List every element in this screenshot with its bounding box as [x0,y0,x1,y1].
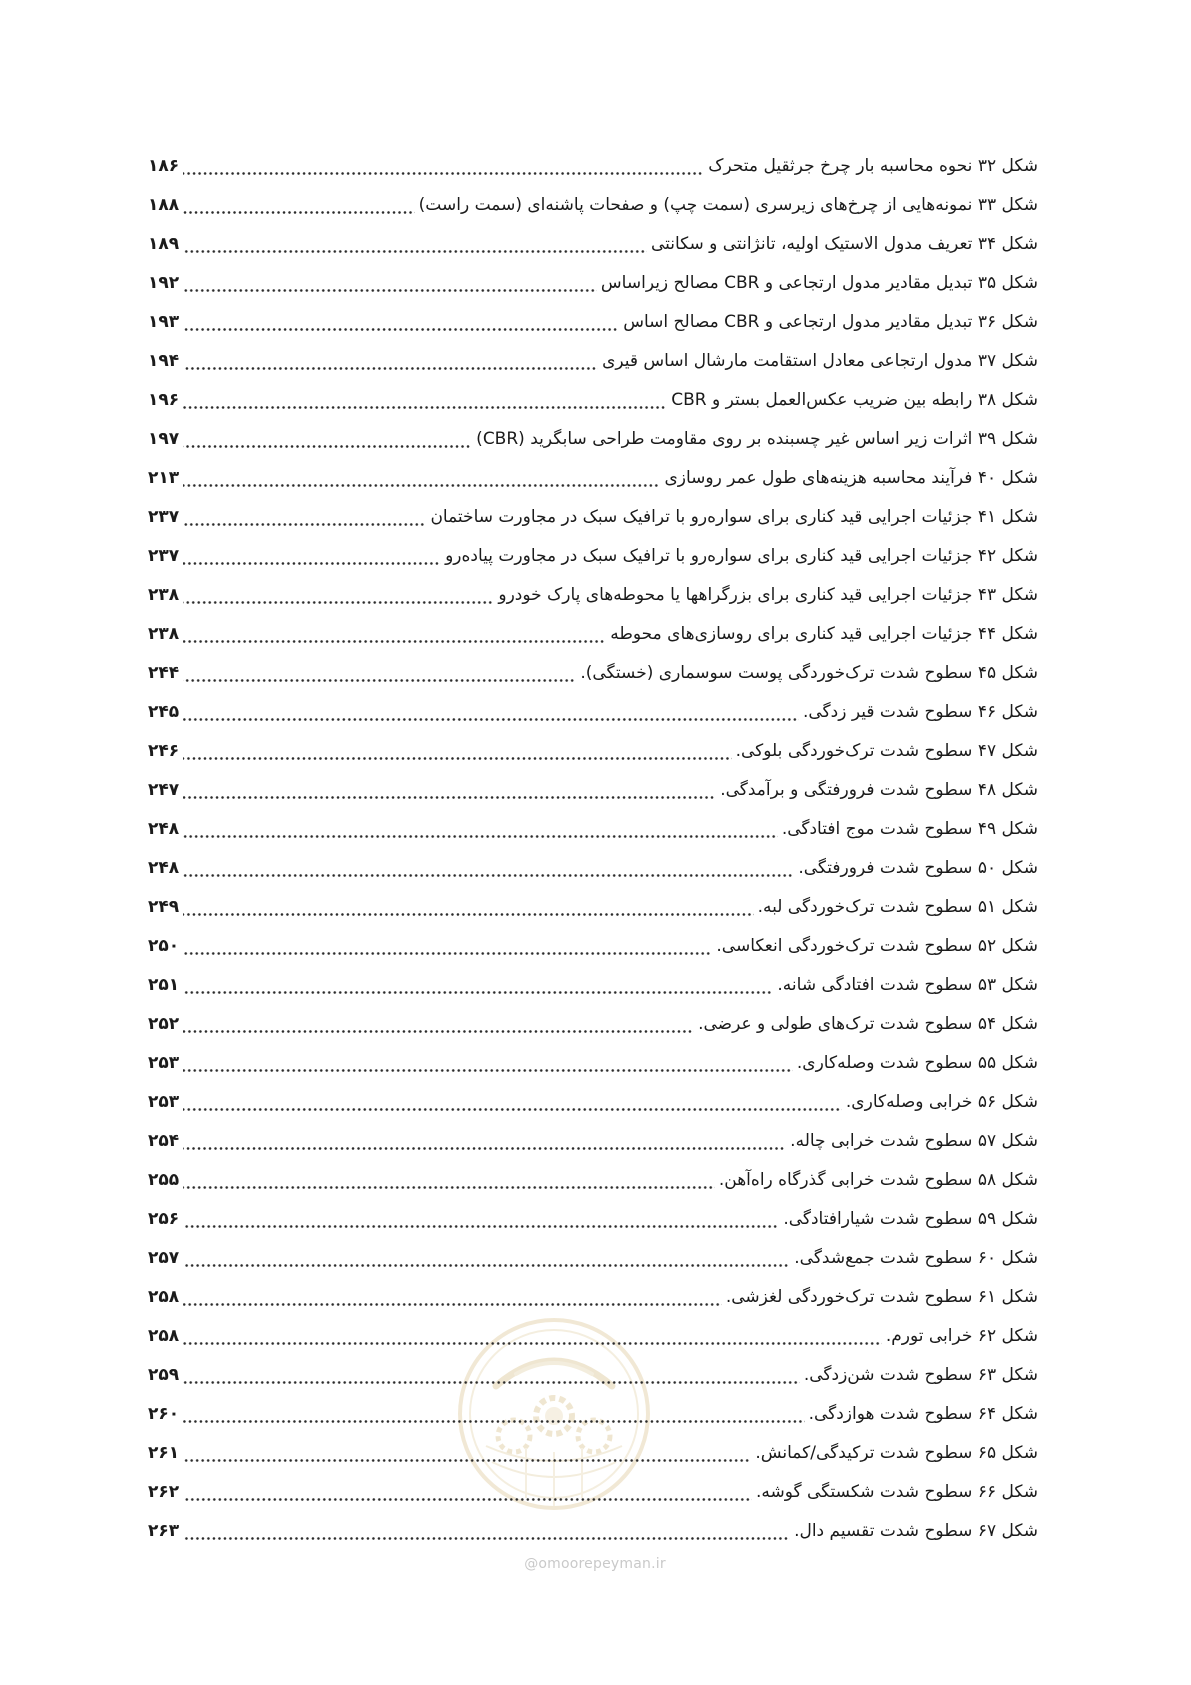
figure-title: شکل ۶۵ سطوح شدت ترکیدگی/کمانش. [755,1443,1038,1463]
figure-title: شکل ۳۳ نمونه‌هایی از چرخ‌های زیرسری (سمت چپ) و صفحات پاشنه‌ای (سمت راست) [418,195,1038,215]
figure-page-number: ۲۵۸ [148,1326,180,1346]
figure-page-number: ۲۵۳ [148,1092,180,1112]
figure-entry [148,771,1038,810]
figure-page-number: ۱۸۸ [148,195,180,215]
figure-entry [148,654,1038,693]
figure-title: شکل ۶۰ سطوح شدت جمع‌شدگی. [794,1248,1038,1268]
dot-leader [183,810,778,849]
dot-leader [183,420,472,459]
figure-entry [148,147,1038,186]
figure-page-number: ۱۹۴ [148,351,180,371]
figure-title: شکل ۵۷ سطوح شدت خرابی چاله. [790,1131,1038,1151]
dot-leader [183,771,716,810]
figure-page-number: ۲۵۲ [148,1014,180,1034]
figure-page-number: ۲۶۱ [148,1443,180,1463]
figure-title: شکل ۳۷ مدول ارتجاعی معادل استقامت مارشال اساس قیری [602,351,1038,371]
figure-entry [148,1473,1038,1512]
figure-title: شکل ۵۳ سطوح شدت افتادگی شانه. [777,975,1038,995]
dot-leader [183,966,773,1005]
figure-entry [148,303,1038,342]
figure-title: شکل ۶۴ سطوح شدت هوازدگی. [808,1404,1038,1424]
dot-leader [183,381,667,420]
figure-page-number: ۱۸۹ [148,234,180,254]
figure-entry [148,1200,1038,1239]
dot-leader [183,1005,694,1044]
figure-title: شکل ۵۸ سطوح شدت خرابی گذرگاه راه‌آهن. [718,1170,1038,1190]
figure-title: شکل ۵۶ خرابی وصله‌کاری. [845,1092,1038,1112]
figure-entry [148,888,1038,927]
figure-list [148,147,1038,1551]
figure-title: شکل ۶۶ سطوح شدت شکستگی گوشه. [755,1482,1038,1502]
figure-entry [148,420,1038,459]
figure-title: شکل ۳۶ تبدیل مقادیر مدول ارتجاعی و CBR مصالح اساس [623,312,1038,332]
figure-page-number: ۲۱۳ [148,468,180,488]
figure-entry [148,186,1038,225]
figure-entry [148,927,1038,966]
figure-entry [148,225,1038,264]
figure-entry [148,1356,1038,1395]
figure-page-number: ۲۴۹ [148,897,180,917]
figure-page-number: ۲۵۰ [148,936,180,956]
dot-leader [183,693,799,732]
dot-leader [183,1395,804,1434]
figure-entry [148,537,1038,576]
figure-title: شکل ۴۰ فرآیند محاسبه هزینه‌های طول عمر روسازی [664,468,1038,488]
dot-leader [183,576,494,615]
dot-leader [183,1473,752,1512]
dot-leader [183,1200,779,1239]
figure-title: شکل ۵۱ سطوح شدت ترک‌خوردگی لبه. [757,897,1038,917]
figure-entry [148,1005,1038,1044]
dot-leader [183,1083,842,1122]
dot-leader [183,1278,722,1317]
figure-title: شکل ۵۲ سطوح شدت ترک‌خوردگی انعکاسی. [716,936,1038,956]
figure-page-number: ۱۹۶ [148,390,180,410]
figure-entry [148,1317,1038,1356]
figure-page-number: ۲۵۹ [148,1365,180,1385]
figure-title: شکل ۶۳ سطوح شدت شن‌زدگی. [803,1365,1038,1385]
figure-page-number: ۲۴۶ [148,741,180,761]
dot-leader [183,615,606,654]
figure-entry [148,1122,1038,1161]
figure-title: شکل ۳۹ اثرات زیر اساس غیر چسبنده بر روی مقاومت طراحی سابگرید (CBR) [476,429,1038,449]
figure-entry [148,381,1038,420]
figure-page-number: ۲۳۸ [148,585,180,605]
figure-title: شکل ۴۸ سطوح شدت فرورفتگی و برآمدگی. [720,780,1038,800]
dot-leader [183,342,598,381]
figure-title: شکل ۴۳ جزئیات اجرایی قید کناری برای بزرگراهها یا محوطه‌های پارک خودرو [498,585,1038,605]
dot-leader [183,1512,790,1551]
figure-page-number: ۲۴۴ [148,663,180,683]
figure-page-number: ۲۵۳ [148,1053,180,1073]
figure-page-number: ۱۹۲ [148,273,180,293]
dot-leader [183,1044,793,1083]
figure-entry [148,1083,1038,1122]
figure-entry [148,693,1038,732]
figure-page-number: ۲۴۸ [148,858,180,878]
figure-title: شکل ۴۷ سطوح شدت ترک‌خوردگی بلوکی. [735,741,1038,761]
figure-entry [148,459,1038,498]
figure-page-number: ۱۸۶ [148,156,180,176]
figure-entry [148,1044,1038,1083]
dot-leader [183,927,712,966]
figure-page-number: ۲۵۶ [148,1209,180,1229]
dot-leader [183,1434,751,1473]
figure-entry [148,498,1038,537]
figure-page-number: ۱۹۳ [148,312,180,332]
figure-entry [148,810,1038,849]
figure-entry [148,1512,1038,1551]
figure-title: شکل ۶۷ سطوح شدت تقسیم دال. [794,1521,1038,1541]
figure-title: شکل ۳۲ نحوه محاسبه بار چرخ جرثقیل متحرک [708,156,1038,176]
figure-page-number: ۲۵۵ [148,1170,180,1190]
figure-entry [148,342,1038,381]
dot-leader [183,147,704,186]
figure-page-number: ۲۳۷ [148,546,180,566]
dot-leader [183,537,441,576]
figure-title: شکل ۳۴ تعریف مدول الاستیک اولیه، تانژانتی و سکانتی [650,234,1038,254]
figure-title: شکل ۴۶ سطوح شدت قیر زدگی. [802,702,1038,722]
figure-entry [148,615,1038,654]
figure-title: شکل ۵۹ سطوح شدت شیارافتادگی. [783,1209,1038,1229]
figure-page-number: ۲۶۲ [148,1482,180,1502]
figure-page-number: ۲۶۰ [148,1404,180,1424]
dot-leader [183,849,794,888]
dot-leader [183,303,619,342]
figure-entry [148,1239,1038,1278]
dot-leader [183,1122,786,1161]
figure-page-number: ۲۶۳ [148,1521,180,1541]
figure-entry [148,576,1038,615]
figure-entry [148,1278,1038,1317]
figure-title: شکل ۴۲ جزئیات اجرایی قید کناری برای سواره‌رو با ترافیک سبک در مجاورت پیاده‌رو [445,546,1038,566]
dot-leader [183,225,647,264]
figure-title: شکل ۶۲ خرابی تورم. [885,1326,1038,1346]
figure-title: شکل ۳۵ تبدیل مقادیر مدول ارتجاعی و CBR مصالح زیراساس [600,273,1038,293]
figure-title: شکل ۵۵ سطوح شدت وصله‌کاری. [796,1053,1038,1073]
figure-page-number: ۲۴۵ [148,702,180,722]
figure-title: شکل ۵۴ سطوح شدت ترک‌های طولی و عرضی. [698,1014,1038,1034]
dot-leader [183,1161,715,1200]
figure-page-number: ۲۵۱ [148,975,180,995]
figure-entry [148,966,1038,1005]
dot-leader [183,459,660,498]
figure-title: شکل ۴۴ جزئیات اجرایی قید کناری برای روسازی‌های محوطه [610,624,1038,644]
figure-title: شکل ۴۱ جزئیات اجرایی قید کناری برای سواره‌رو با ترافیک سبک در مجاورت ساختمان [430,507,1038,527]
figure-entry [148,1434,1038,1473]
watermark-url: @omoorepeyman.ir [524,1556,666,1572]
figure-page-number: ۲۴۷ [148,780,180,800]
figure-page-number: ۱۹۷ [148,429,180,449]
figure-page-number: ۲۴۸ [148,819,180,839]
dot-leader [183,654,576,693]
dot-leader [183,1356,800,1395]
figure-title: شکل ۶۱ سطوح شدت ترک‌خوردگی لغزشی. [725,1287,1038,1307]
dot-leader [183,498,426,537]
figure-page-number: ۲۵۷ [148,1248,180,1268]
figure-page-number: ۲۳۷ [148,507,180,527]
figure-page-number: ۲۵۸ [148,1287,180,1307]
figure-entry [148,1161,1038,1200]
dot-leader [183,732,731,771]
figure-entry [148,264,1038,303]
dot-leader [183,1239,790,1278]
figure-entry [148,732,1038,771]
figure-entry [148,1395,1038,1434]
figure-entry [148,849,1038,888]
figure-title: شکل ۳۸ رابطه بین ضریب عکس‌العمل بستر و CBR [671,390,1038,410]
dot-leader [183,186,415,225]
figure-title: شکل ۴۹ سطوح شدت موج افتادگی. [781,819,1038,839]
figure-page-number: ۲۵۴ [148,1131,180,1151]
dot-leader [183,264,597,303]
figure-title: شکل ۴۵ سطوح شدت ترک‌خوردگی پوست سوسماری (خستگی). [580,663,1038,683]
dot-leader [183,1317,882,1356]
dot-leader [183,888,753,927]
figure-title: شکل ۵۰ سطوح شدت فرورفتگی. [798,858,1038,878]
figure-page-number: ۲۳۸ [148,624,180,644]
